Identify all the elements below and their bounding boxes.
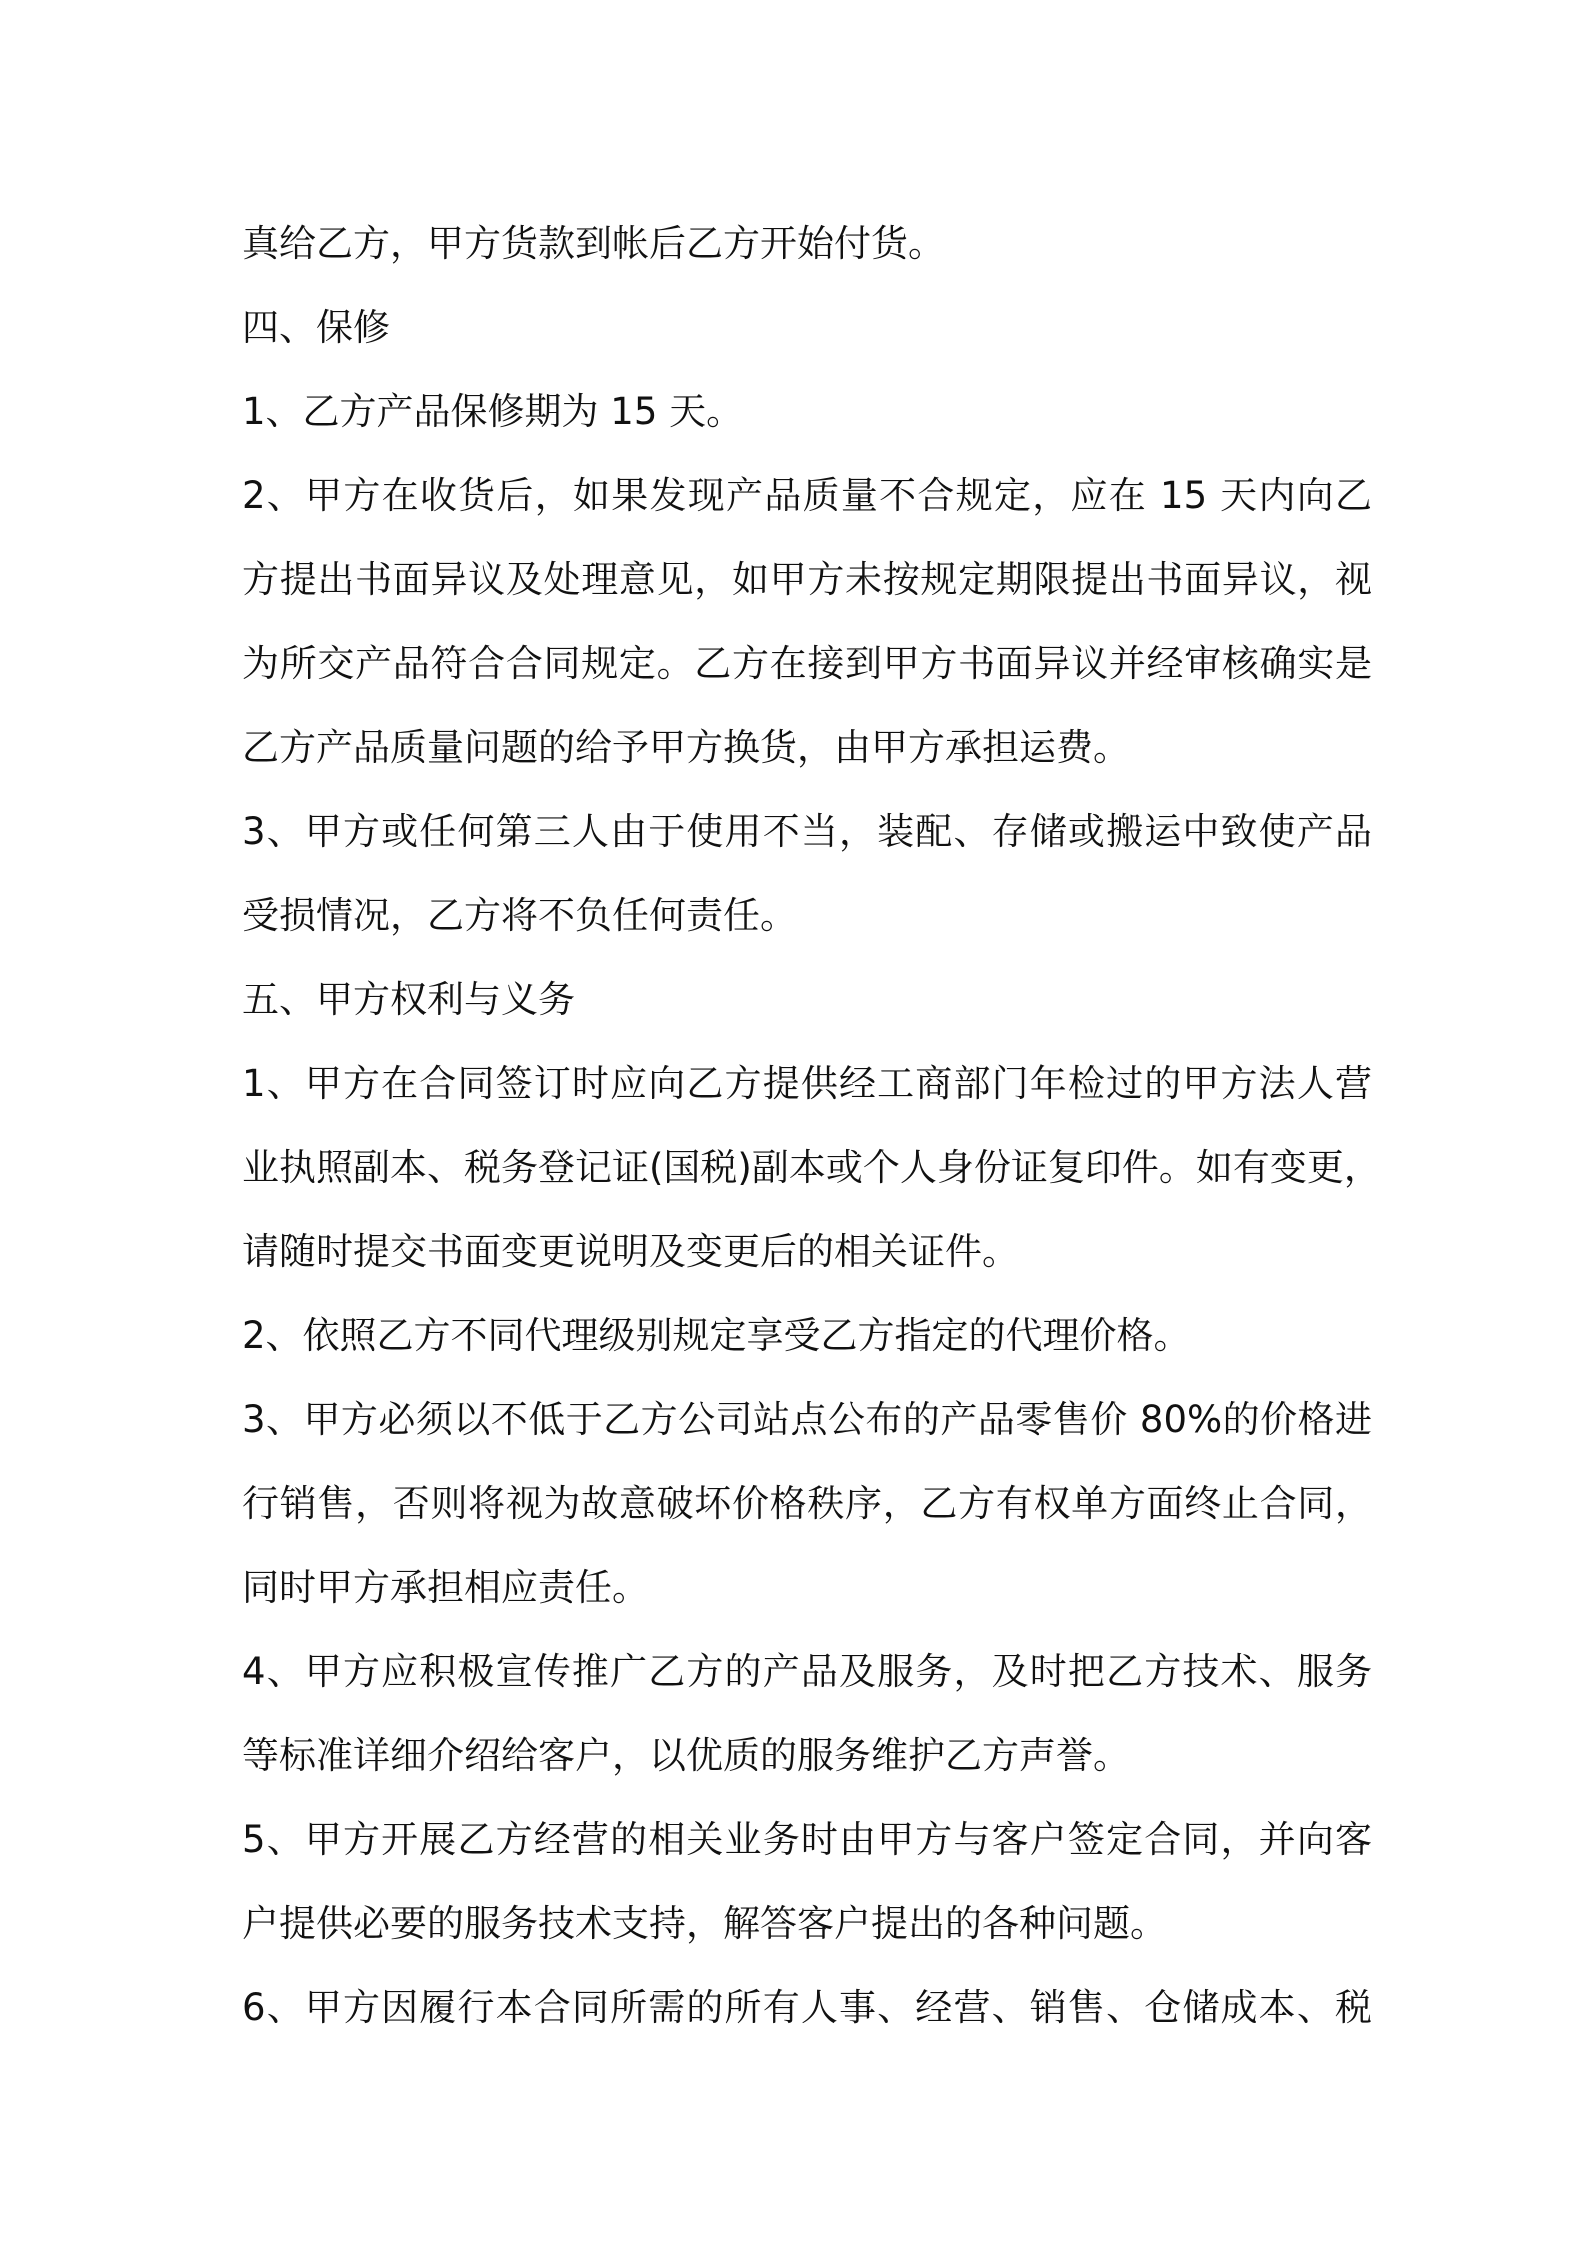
text-line: 3、甲方必须以不低于乙方公司站点公布的产品零售价 80%的价格进 xyxy=(242,1398,1372,1441)
text-line: 业执照副本、税务登记证(国税)副本或个人身份证复印件。如有变更， xyxy=(242,1146,1381,1189)
text-line: 户提供必要的服务技术支持，解答客户提出的各种问题。 xyxy=(242,1902,1167,1945)
text-line: 请随时提交书面变更说明及变更后的相关证件。 xyxy=(242,1230,1019,1273)
text-line: 2、依照乙方不同代理级别规定享受乙方指定的代理价格。 xyxy=(242,1314,1191,1357)
text-line: 同时甲方承担相应责任。 xyxy=(242,1566,649,1609)
text-line: 乙方产品质量问题的给予甲方换货，由甲方承担运费。 xyxy=(242,726,1130,769)
text-line: 真给乙方，甲方货款到帐后乙方开始付货。 xyxy=(242,222,945,265)
text-line: 2、甲方在收货后，如果发现产品质量不合规定，应在 15 天内向乙 xyxy=(242,474,1372,517)
section-heading-party-a-rights: 五、甲方权利与义务 xyxy=(242,978,575,1021)
text-line: 1、乙方产品保修期为 15 天。 xyxy=(242,390,744,433)
text-line: 等标准详细介绍给客户，以优质的服务维护乙方声誉。 xyxy=(242,1734,1130,1777)
text-line: 4、甲方应积极宣传推广乙方的产品及服务，及时把乙方技术、服务 xyxy=(242,1650,1372,1693)
text-line: 3、甲方或任何第三人由于使用不当，装配、存储或搬运中致使产品 xyxy=(242,810,1372,853)
text-line: 1、甲方在合同签订时应向乙方提供经工商部门年检过的甲方法人营 xyxy=(242,1062,1372,1105)
section-heading-warranty: 四、保修 xyxy=(242,306,390,349)
contract-text xyxy=(242,202,1381,2050)
text-line: 行销售，否则将视为故意破坏价格秩序，乙方有权单方面终止合同， xyxy=(242,1482,1372,1525)
text-line: 方提出书面异议及处理意见，如甲方未按规定期限提出书面异议，视 xyxy=(242,558,1372,601)
text-line: 为所交产品符合合同规定。乙方在接到甲方书面异议并经审核确实是 xyxy=(242,642,1372,685)
text-line: 受损情况，乙方将不负任何责任。 xyxy=(242,894,797,937)
text-line: 6、甲方因履行本合同所需的所有人事、经营、销售、仓储成本、税 xyxy=(242,1986,1372,2029)
text-line: 5、甲方开展乙方经营的相关业务时由甲方与客户签定合同，并向客 xyxy=(242,1818,1372,1861)
